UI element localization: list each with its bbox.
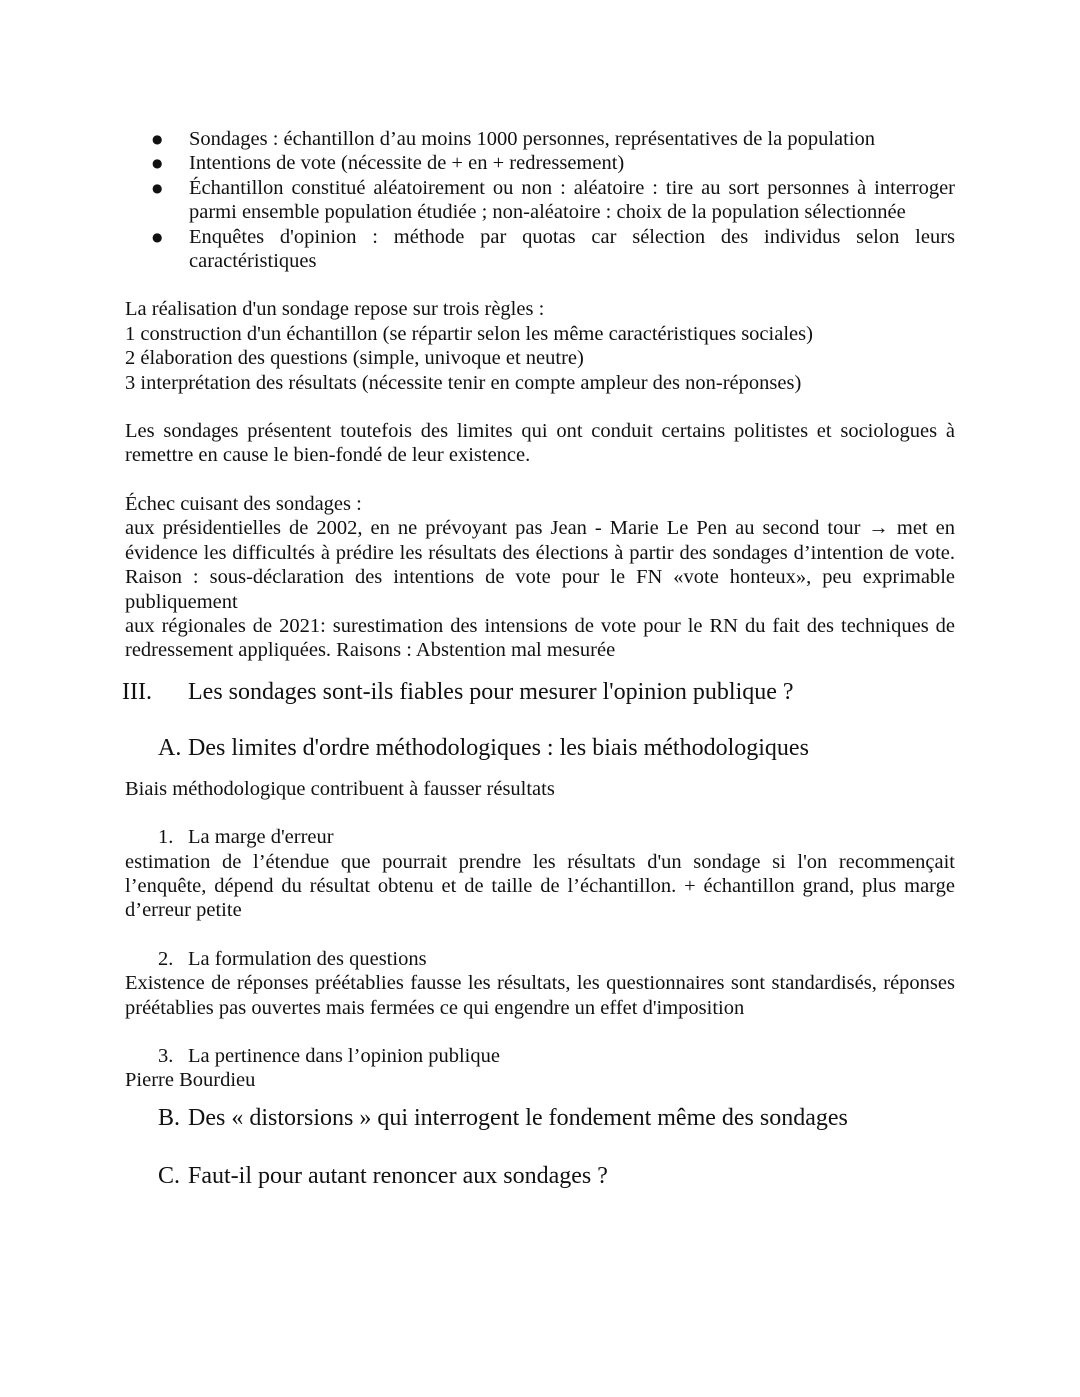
item-heading-1 [158, 825, 955, 849]
failure-2021: aux régionales de 2021: surestimation des intensions de vote pour le RN du fait des techniques de redressement appliquées. Raisons : Abstention mal mesurée [125, 614, 955, 662]
subsection-letter: A. [158, 734, 182, 761]
item-number: 1. [158, 826, 174, 849]
rule-item: 2 élaboration des questions (simple, univoque et neutre) [125, 347, 584, 370]
bullet-item: ● Intentions de vote (nécessite de + en + redressement) [125, 151, 955, 175]
subsection-heading-b [158, 1103, 955, 1133]
item-text: estimation de l’étendue que pourrait prendre les résultats d'un sondage si l'on recommençait l’enquête, dépend du résultat obtenu et de taille de l’échantillon. + échantillon grand, plus marge d’erreur petite [125, 850, 955, 922]
limits-paragraph: Les sondages présentent toutefois des limites qui ont conduit certains politistes et sociologues à remettre en cause le bien-fondé de leur existence. [125, 420, 955, 467]
section-number: III. [122, 678, 152, 705]
section-title: Les sondages sont-ils fiables pour mesurer l'opinion publique ? [188, 678, 794, 705]
bullet-item: ● Échantillon constitué aléatoirement ou non : aléatoire : tire au sort personnes à interroger parmi ensemble population étudiée ; non-aléatoire : choix de la population sélectionnée [125, 176, 955, 225]
subsection-letter: C. [158, 1162, 181, 1189]
subsection-title: Faut-il pour autant renoncer aux sondages ? [188, 1162, 608, 1189]
bullet-item: ● Sondages : échantillon d’au moins 1000 personnes, représentatives de la population [125, 127, 955, 151]
item-title: La formulation des questions [188, 947, 427, 970]
subsection-letter: B. [158, 1104, 181, 1131]
failure-2002: aux présidentielles de 2002, en ne prévoyant pas Jean - Marie Le Pen au second tour → met en évidence les difficultés à prédire les résultats des élections à partir des sondages d’intention de vote. Raison : sous-déclaration des intentions de vote pour le FN «vote honteux», peu exprimable publiquement [125, 517, 955, 613]
item-number: 2. [158, 947, 174, 970]
bias-intro: Biais méthodologique contribuent à fausser résultats [125, 777, 555, 800]
item-title: La pertinence dans l’opinion publique [188, 1044, 500, 1067]
failures-title: Échec cuisant des sondages : [125, 492, 362, 515]
subsection-heading-a [158, 733, 955, 763]
item-text: Pierre Bourdieu [125, 1069, 256, 1092]
item-number: 3. [158, 1044, 174, 1067]
subsection-title: Des « distorsions » qui interrogent le fondement même des sondages [188, 1104, 848, 1131]
item-title: La marge d'erreur [188, 826, 334, 849]
document-body [122, 127, 955, 1191]
subsection-heading-c [158, 1161, 955, 1191]
bullet-item: ● Enquêtes d'opinion : méthode par quotas car sélection des individus selon leurs caractéristiques [125, 225, 955, 274]
subsection-title: Des limites d'ordre méthodologiques : les biais méthodologiques [188, 734, 809, 761]
item-heading-2 [158, 947, 955, 971]
item-heading-3 [158, 1044, 955, 1068]
rule-item: 3 interprétation des résultats (nécessite tenir en compte ampleur des non-réponses) [125, 371, 802, 394]
rules-intro: La réalisation d'un sondage repose sur trois règles : [125, 298, 545, 321]
section-heading-3 [122, 677, 955, 707]
bullet-list [125, 127, 955, 273]
rule-item: 1 construction d'un échantillon (se répartir selon les même caractéristiques sociales) [125, 322, 813, 345]
item-text: Existence de réponses préétablies fausse les résultats, les questionnaires sont standardisés, réponses préétablies pas ouvertes mais fermées ce qui engendre un effet d'imposition [125, 972, 955, 1019]
